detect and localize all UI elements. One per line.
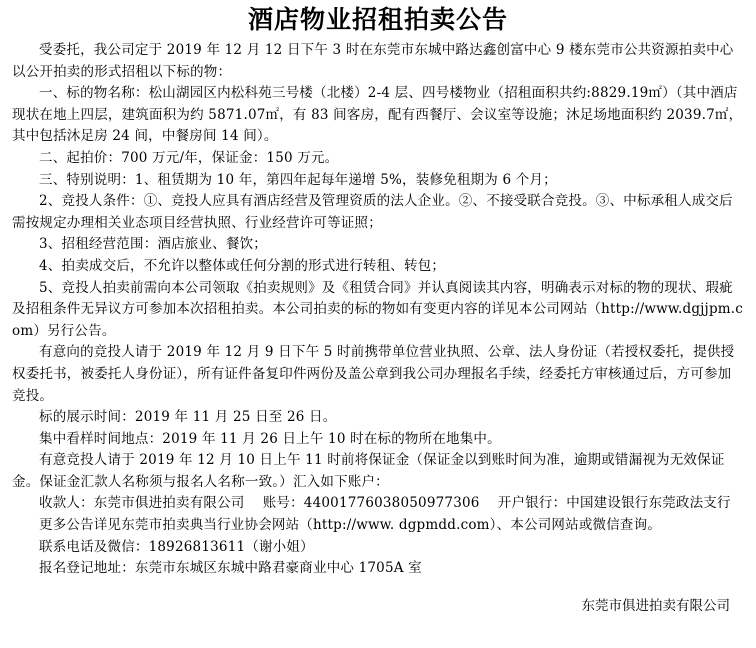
paragraph-registration: 有意向的竞投人请于 2019 年 12 月 9 日下午 5 时前携带单位营业执照、公章、法人身份证（若授权委托，提供授权委托书，被委托人身份证），所有证件备复印件两份及盖公章到我公司办理报名手续，经委托方审核通过后，方可参加竞投。 — [12, 344, 735, 404]
paragraph-address: 报名登记地址：东莞市东城区东城中路君豪商业中心 1705A 室 — [39, 560, 422, 577]
paragraph-condition-4: 4、拍卖成交后，不允许以整体或任何分割的形式进行转租、转包； — [39, 257, 446, 274]
notice-body — [12, 40, 744, 580]
paragraph-viewing: 集中看样时间地点：2019 年 11 月 26 日上午 10 时在标的物所在地集中。 — [39, 430, 501, 447]
paragraph-display-time: 标的展示时间：2019 年 11 月 25 日至 26 日。 — [39, 409, 337, 426]
notice-title: 酒店物业招租拍卖公告 — [247, 5, 508, 34]
paragraph-item-3: 三、特别说明：1、租赁期为 10 年，第四年起每年递增 5%，装修免租期为 6 个月； — [39, 171, 557, 188]
company-signature: 东莞市俱进拍卖有限公司 — [581, 598, 730, 614]
paragraph-item-1: 一、标的物名称：松山湖园区内松科苑三号楼（北楼）2-4 层、四号楼物业（招租面积共约:8829.19㎡）（其中酒店现状在地上四层，建筑面积为约 5871.07㎡，有 83 间客房，配有西餐厅、会议室等设施；沐足场地面积约 2039.7㎡，其中包括沐足房 24 间，中餐房间 14 间）。 — [12, 85, 743, 145]
paragraph-account: 收款人：东莞市俱进拍卖有限公司 账号：44001776038050977306 开户银行：中国建设银行东莞政法支行 — [39, 495, 731, 512]
paragraph-deposit: 有意竞投人请于 2019 年 12 月 10 日上午 11 时前将保证金（保证金以到账时间为准，逾期或错漏视为无效保证金。保证金汇款人名称须与报名人名称一致。）汇入如下账户： — [12, 452, 725, 490]
paragraph-intro: 受委托，我公司定于 2019 年 12 月 12 日下午 3 时在东莞市东城中路达鑫创富中心 9 楼东莞市公共资源拍卖中心以公开拍卖的形式招租以下标的物： — [12, 42, 734, 80]
paragraph-item-2: 二、起拍价：700 万元/年，保证金：150 万元。 — [39, 149, 339, 166]
paragraph-more-info: 更多公告详见东莞市拍卖典当行业协会网站（http://www. dgpmdd.com）、本公司网站或微信查询。 — [39, 517, 662, 534]
paragraph-condition-2: 2、竞投人条件：①、竞投人应具有酒店经营及管理资质的法人企业。②、不接受联合竞投。③、中标承租人成交后需按规定办理相关业态项目经营执照、行业经营许可等证照； — [12, 193, 733, 231]
paragraph-condition-5: 5、竞投人拍卖前需向本公司领取《拍卖规则》及《租赁合同》并认真阅读其内容，明确表示对标的物的现状、瑕疵及招租条件无异议方可参加本次招租拍卖。本公司拍卖的标的物如有变更内容的详见本公司网站（http://www.dgjjpm.com）另行公告。 — [12, 279, 744, 339]
paragraph-condition-3: 3、招租经营范围：酒店旅业、餐饮； — [39, 236, 267, 253]
paragraph-contact: 联系电话及微信：18926813611（谢小姐） — [39, 538, 314, 555]
